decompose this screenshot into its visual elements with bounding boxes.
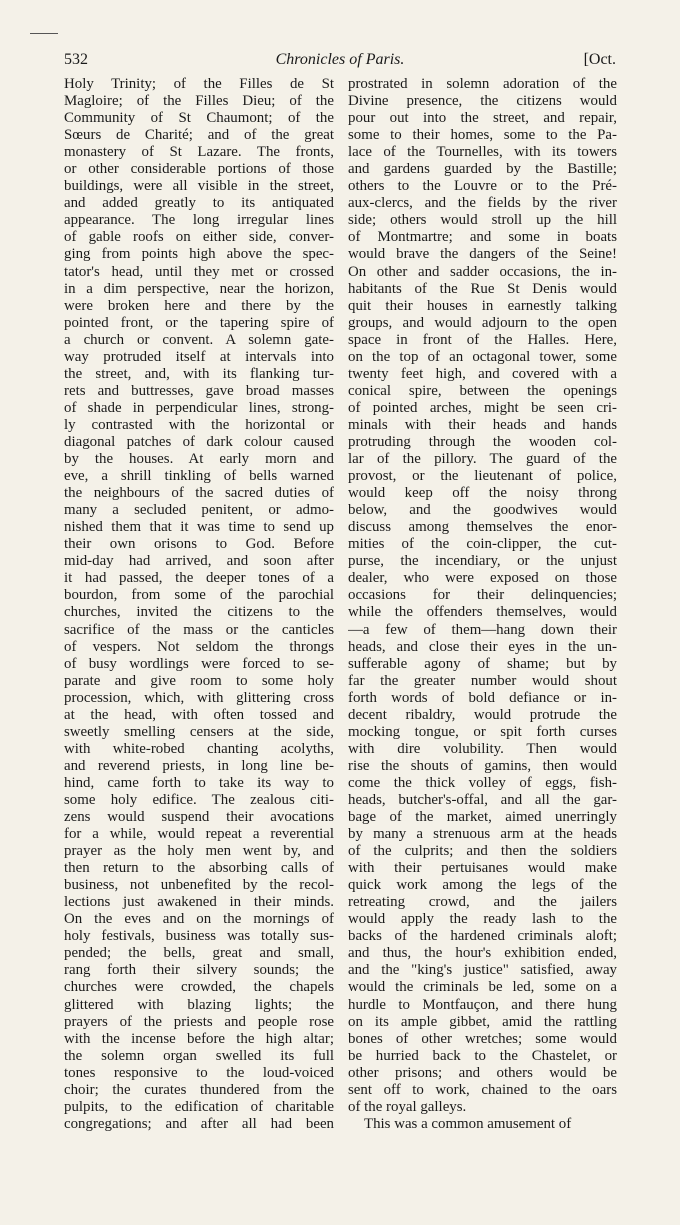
text-line: zens would suspend their avocations [64,809,334,826]
text-line: some holy edifice. The zealous citi- [64,791,334,808]
text-line: churches were crowded, the chapels [64,979,334,996]
text-line: with white-robed chanting acolyths, [64,740,334,757]
text-line: many a secluded penitent, or admo- [64,502,334,519]
text-line: of busy wordlings were forced to se- [64,655,334,672]
text-line: congregations; and after all had been [64,1115,334,1132]
text-line: discuss among themselves the enor- [348,519,617,536]
text-line: a church or convent. A solemn gate- [64,331,334,348]
text-line: or other considerable portions of those [64,161,334,178]
text-line: the street, and, with its flanking tur- [64,365,334,382]
text-line: lar of the pillory. The guard of the [348,451,617,468]
text-line: tones responsive to the loud-voiced [64,1064,334,1081]
text-line: decent ribaldry, would protrude the [348,706,617,723]
text-line: procession, which, with glittering cross [64,689,334,706]
text-line: heads, and close their eyes in the un- [348,638,617,655]
text-line: sent off to work, chained to the oars [348,1081,617,1098]
text-line: prayers of the priests and people rose [64,1013,334,1030]
text-line: quit their houses in earnestly talking [348,297,617,314]
text-line: their own orisons to God. Before [64,536,334,553]
text-line: heads, butcher's-offal, and all the gar- [348,791,617,808]
text-line: hurdle to Montfauçon, and there hung [348,996,617,1013]
text-line: far the greater number would shout [348,672,617,689]
text-line: space in front of the Halles. Here, [348,331,617,348]
text-line: would brave the dangers of the Seine! [348,246,617,263]
text-line: glittered with blazing lights; the [64,996,334,1013]
text-line: aux-clercs, and the fields by the river [348,195,617,212]
text-line: with their pertuisanes would make [348,860,617,877]
text-line: twenty feet high, and covered with a [348,365,617,382]
text-line: bourdon, from some of the parochial [64,587,334,604]
text-line: business, not unbenefited by the recol- [64,877,334,894]
text-line: provost, or the lieutenant of police, [348,468,617,485]
text-line: nished them that it was time to send up [64,519,334,536]
text-line: sufferable agony of shame; but by [348,655,617,672]
text-line: On other and sadder occasions, the in- [348,263,617,280]
text-line: parate and give room to some holy [64,672,334,689]
right-column [348,76,617,1133]
text-line: would the criminals be led, some on a [348,979,617,996]
text-line: mocking tongue, or spit forth curses [348,723,617,740]
text-line: buildings, were all visible in the street, [64,178,334,195]
text-line: while the offenders themselves, would [348,604,617,621]
text-line: holy festivals, business was totally sus- [64,928,334,945]
text-line: lections just awakened in their minds. [64,894,334,911]
text-line: Community of St Chaumont; of the [64,110,334,127]
text-line: forth words of bold defiance or in- [348,689,617,706]
left-column [64,76,334,1133]
text-line: On the eves and on the mornings of [64,911,334,928]
text-line: side; others would stroll up the hill [348,212,617,229]
text-line: and added greatly to its antiquated [64,195,334,212]
text-line: in a dim perspective, near the horizon, [64,280,334,297]
text-line: bones of other wretches; some would [348,1030,617,1047]
text-line: would apply the ready lash to the [348,911,617,928]
text-line: and thus, the hour's exhibition ended, [348,945,617,962]
page-header [64,51,616,75]
text-line: were broken here and there by the [64,297,334,314]
text-line: sacrifice of the mass or the canticles [64,621,334,638]
text-line: ging from points high above the spec- [64,246,334,263]
text-line: conical spire, between the openings [348,382,617,399]
text-line: way protruded itself at intervals into [64,348,334,365]
text-line: habitants of the Rue St Denis would [348,280,617,297]
text-line: backs of the hardened criminals aloft; [348,928,617,945]
text-line: then return to the absorbing calls of [64,860,334,877]
text-line: by the houses. At early morn and [64,451,334,468]
text-line: protruding through the wooden col- [348,433,617,450]
text-line: on its ample gibbet, amid the rattling [348,1013,617,1030]
text-line: —a few of them—hang down their [348,621,617,638]
text-line: rang forth their silvery sounds; the [64,962,334,979]
text-line: prayer as the holy men went by, and [64,843,334,860]
text-line: some to their homes, some to the Pa- [348,127,617,144]
text-line: with the incense before the high altar; [64,1030,334,1047]
text-line: on the top of an octagonal tower, some [348,348,617,365]
text-line: by many a strenuous arm at the heads [348,826,617,843]
text-line: of pointed arches, might be seen cri- [348,399,617,416]
text-line: come the thick volley of eggs, fish- [348,774,617,791]
text-line: and gardens guarded by the Bastille; [348,161,617,178]
text-line: would keep off the noisy throng [348,485,617,502]
text-line: pointed front, or the tapering spire of [64,314,334,331]
text-line: of shade in perpendicular lines, strong- [64,399,334,416]
text-line: occasions for their delinquencies; [348,587,617,604]
text-line: pour out into the street, and repair, [348,110,617,127]
text-line: bage of the market, aimed unerringly [348,809,617,826]
text-line: tator's head, until they met or crossed [64,263,334,280]
text-line: of gable roofs on either side, conver- [64,229,334,246]
text-line: of the royal galleys. [348,1098,467,1115]
page-number: 532 [64,51,88,68]
text-line: lace of the Tournelles, with its towers [348,144,617,161]
text-line: of vespers. Not seldom the throngs [64,638,334,655]
text-line: hind, came forth to take its way to [64,774,334,791]
text-line: ly contrasted with the horizontal or [64,416,334,433]
text-line: Divine presence, the citizens would [348,93,617,110]
text-line: pulpits, to the edification of charitable [64,1098,334,1115]
text-line: choir; the curates thundered from the [64,1081,334,1098]
running-title: Chronicles of Paris. [275,51,405,68]
text-line: quick work among the legs of the [348,877,617,894]
month-marker: [Oct. [583,51,616,68]
text-line: mid-day had arrived, and soon after [64,553,334,570]
top-rule [30,33,58,34]
text-line: rets and buttresses, gave broad masses [64,382,334,399]
text-line: the neighbours of the sacred duties of [64,485,334,502]
text-line: Sœurs de Charité; and of the great [64,127,334,144]
text-line: the solemn organ swelled its full [64,1047,334,1064]
text-line: dealer, who were exposed on those [348,570,617,587]
text-line: of Montmartre; and some in boats [348,229,617,246]
text-line: at the head, with often tossed and [64,706,334,723]
text-line: sweetly smelling censers at the side, [64,723,334,740]
text-line: others to the Louvre or to the Pré- [348,178,617,195]
text-line: prostrated in solemn adoration of the [348,76,617,92]
text-line: Holy Trinity; of the Filles de St [64,76,334,92]
text-line: other prisons; and others would be [348,1064,617,1081]
text-line: mities of the coin-clipper, the cut- [348,536,617,553]
text-line: minals with their heads and hands [348,416,617,433]
text-line: it had passed, the deeper tones of a [64,570,334,587]
text-line: retreating crowd, and the jailers [348,894,617,911]
text-line: eve, a shrill tinkling of bells warned [64,468,334,485]
text-line: and the "king's justice" satisfied, away [348,962,617,979]
text-line: of the culprits; and then the soldiers [348,843,617,860]
text-line: This was a common amusement of [364,1115,572,1132]
text-line: churches, invited the citizens to the [64,604,334,621]
text-line: diagonal patches of dark colour caused [64,433,334,450]
text-line: Magloire; of the Filles Dieu; of the [64,93,334,110]
text-line: be hurried back to the Chastelet, or [348,1047,617,1064]
text-line: for a while, would repeat a reverential [64,826,334,843]
text-line: below, and the goodwives would [348,502,617,519]
text-line: rise the shouts of gamins, then would [348,757,617,774]
text-line: monastery of St Lazare. The fronts, [64,144,334,161]
text-line: groups, and would adjourn to the open [348,314,617,331]
text-line: with dire volubility. Then would [348,740,617,757]
text-line: and reverend priests, in long line be- [64,757,334,774]
text-line: purse, the incendiary, or the unjust [348,553,617,570]
text-line: appearance. The long irregular lines [64,212,334,229]
text-line: pended; the bells, great and small, [64,945,334,962]
